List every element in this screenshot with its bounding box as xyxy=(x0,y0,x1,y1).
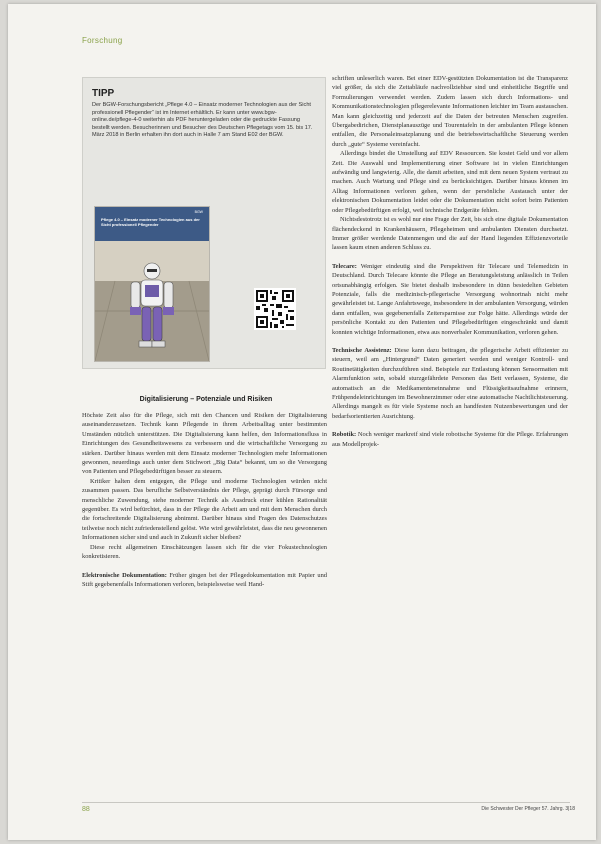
page-number: 88 xyxy=(82,806,90,813)
paragraph: Diese recht allgemeinen Einschätzungen lassen sich für die vier Fokustechnologien konkretisieren. xyxy=(82,543,327,561)
journal-footer: Die Schwester Der Pfleger 57. Jahrg. 3|18 xyxy=(481,806,575,812)
paragraph-lead: Telecare: xyxy=(332,262,357,270)
paragraph: Höchste Zeit also für die Pflege, sich mit den Chancen und Risiken der Digitalisierung auseinanderzusetzen. Technik kann Pflegende in ihrem Arbeitsalltag unter bestimmten Umständen nützlich unterstützen. Die Digitalisierung kann helfen, den Informationsfluss in Einrichtungen des Gesundheitswesens zu verbessern und die wirtschaftliche Versorgung zu stärken. Darüber hinaus werden mit dem Einsatz moderner Technologien mehr Informationen gewonnen, neuerdings auch unter dem Stichwort „Big Data“ bekannt, um so die Versorgung von Patienten und Pflegebedürftigen besser zu steuern. xyxy=(82,412,327,476)
paragraph xyxy=(82,571,327,590)
text-column-left xyxy=(82,411,327,589)
footer-divider xyxy=(82,802,570,803)
paragraph xyxy=(332,346,568,421)
report-cover-title: Pflege 4.0 – Einsatz moderner Technologien aus der Sicht professionell Pflegender xyxy=(101,217,200,227)
report-cover-image xyxy=(94,206,210,362)
paragraph xyxy=(332,262,568,337)
tip-text: Der BGW-Forschungsbericht „Pflege 4.0 – Einsatz moderner Technologien aus der Sicht professionell Pflegender“ ist im Internet erhältlich. Er kann unter www.bgw-online.de/pflege-4-0 weiterhin als PDF heruntergeladen oder die gedruckte Fassung bestellt werden. Besucherinnen und Besucher des Deutschen Pflegetags vom 15. bis 17. März 2018 in Berlin erhalten ihn dort auch in Halle 7 am Stand E02 der BGW. xyxy=(92,102,313,139)
qr-code-icon[interactable] xyxy=(254,288,296,330)
text-column-right xyxy=(332,74,568,449)
article-heading: Digitalisierung – Potenziale und Risiken xyxy=(139,396,273,403)
paragraph-body: Weniger eindeutig sind die Perspektiven für Telecare und Telemedizin in Deutschland. Durch Telecare könnte die Pflege an Beratungsleistung anlässlich in Teilen ortsunabhängig erfolgen. Sie bietet deshalb insbesondere in dünn besiedelten Gebieten Potenziale, falls die medizinisch-pflegerische Versorgung wohnortnah nicht mehr gewährleistet ist. Lange Anfahrtswege, insbesondere in der ambulanten Versorgung, würden dann entfallen, was gegebenenfalls Zeitersparnisse zur Folge hätte. Allerdings würde der persönliche Kontakt zu den Patienten und Pflegebedürftigen eingeschränkt und damit konnten wichtige Informationen, etwa aus nonverbaler Kommunikation, verloren gehen. xyxy=(332,262,568,336)
paragraph-lead: Technische Assistenz: xyxy=(332,346,392,354)
section-label: Forschung xyxy=(82,36,123,45)
paragraph: schriften unleserlich waren. Bei einer EDV-gestützten Dokumentation ist die Transparenz viel größer, da sich die Zeitabläufe nachvollziehbar sind und einheitliche Begriffe und Formulierungen verwendet werden. Zudem lassen sich durch Informations- und Kommunikationstechnologien pflegerelevante Informationen leichter im Team austauschen. Man kann gleichzeitig und jederzeit auf die Daten der betreuten Menschen zugreifen. Übergabedirichen, Dienstplanauszüge und Tourentafeln in der ambulanten Pflege können entfallen, die Personaleinsatzplanung und die betriebswirtschaftliche Steuerung werden durch „gute“ Systeme vereinfacht. xyxy=(332,75,568,148)
paragraph: Allerdings bindet die Umstellung auf EDV Ressourcen. Sie kostet Geld und vor allem Zeit. Die Auswahl und Implementierung einer Software ist in vielen Einrichtungen aufwändig und langwierig. Alle, die damit arbeiten, sind mit dem neuen System vertraut zu machen. Auch Wartung und Pflege sind zu berücksichtigen. Darüber hinaus können im Alltag Informationen verloren gehen, wenn der persönliche Austausch unter der elektronischen Dokumentation leidet oder die Dokumentation nicht sofort beim Patienten oder Pflegebedürftigen erfolgt, weil technische Endgeräte fehlen. xyxy=(332,150,568,214)
paragraph-body: Früher gingen bei der Pflegedokumentation mit Papier und Stift gegebenenfalls Informationen verloren, beispielsweise weil Hand- xyxy=(82,571,327,588)
report-cover-logo: BGW xyxy=(194,210,203,214)
paragraph-body: Noch weniger markreif sind viele robotische Systeme für die Pflege. Erfahrungen aus Modellprojek- xyxy=(332,431,568,448)
paragraph: Kritiker halten dem entgegen, die Pflege und moderne Technologien würden nicht zusammen passen. Das berufliche Selbstverständnis der Pflege, geprägt durch Fürsorge und menschliche Zuwendung, stehe moderner Technik als Ausdruck einer kühlen Rationalität gegenüber. Es wird befürchtet, dass in der Pflege die Arbeit am und mit dem Menschen durch die fortschreitende Digitalisierung abnimmt. Darüber hinaus sind Fragen des Datenschutzes teilweise noch nicht zufriedenstellend gelöst. Wie wird gewährleistet, dass die neu gewonnenen Informationen sicher sind und auch in Zukunft sicher bleiben? xyxy=(82,477,327,542)
paragraph: Nichtsdestotrotz ist es wohl nur eine Frage der Zeit, bis sich eine digitale Dokumentation flächendeckend in Krankenhäusern, Pflegeheimen und ambulanten Diensten durchsetzt. Immer größer werdende Datenmengen und die auf der Hand liegenden Effizienzvorteile lassen kaum einen anderen Schluss zu. xyxy=(332,216,568,252)
tip-title: TIPP xyxy=(92,88,115,99)
paragraph-lead: Robotik: xyxy=(332,431,357,439)
paragraph-lead: Elektronische Dokumentation: xyxy=(82,571,167,579)
robot-photo xyxy=(95,241,209,361)
paragraph-body: Diese kann dazu beitragen, die pflegerische Arbeit effizienter zu steuern, weil am „Hintergrund“ Daten generiert werden und weniger Kontroll- und Routinetätigkeiten durchzuführen sind. Beispiele zur Entlastung können Sensormatten mit Alarmfunktion sein, sobald sturzgefährdete Personen das Bett verlassen, Systeme, die automatisch an die Medikamenteneinnahme und Flüssigkeitsaufnahme erinnern, Frühpendeleinrichtungen im Bewohnerzimmer oder eine automatische Nachtlichtsteuerung. Allerdings mangelt es für viele Systeme noch an handfesten Nutzenbewertungen und der bedarfsorientierten Ausrichtung. xyxy=(332,346,568,420)
paragraph xyxy=(332,430,568,449)
